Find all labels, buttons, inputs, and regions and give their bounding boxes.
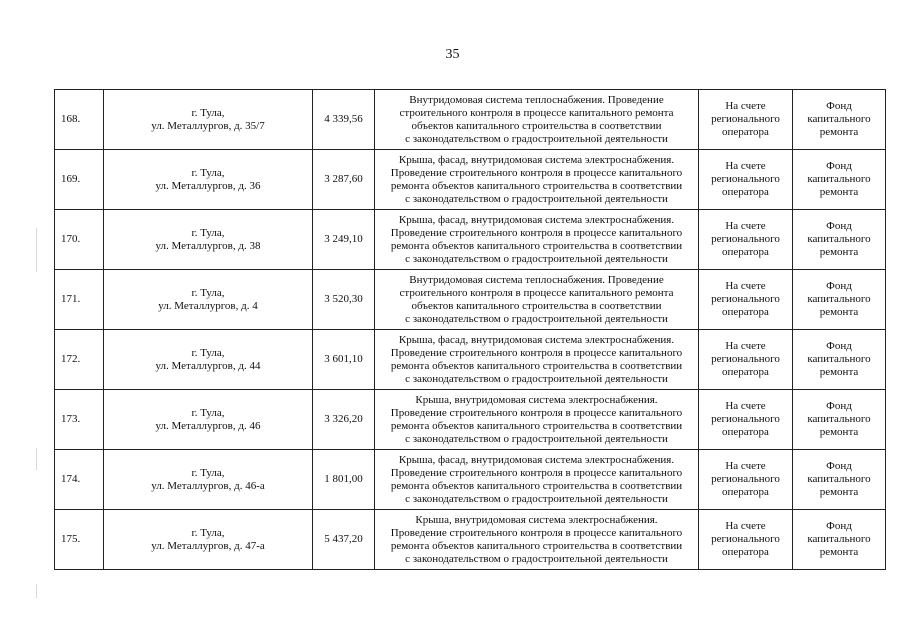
table-row	[55, 330, 886, 390]
table-row	[55, 270, 886, 330]
account-line: На счете	[725, 220, 766, 232]
address-cell	[104, 390, 313, 450]
address-cell	[104, 150, 313, 210]
row-number-cell	[55, 330, 104, 390]
address-city: г. Тула,	[191, 166, 225, 179]
row-number: 173.	[61, 413, 81, 425]
fund-line: капитального	[807, 173, 871, 185]
fund-line: капитального	[807, 533, 871, 545]
fund-line: капитального	[807, 113, 871, 125]
account-cell	[699, 510, 793, 570]
account-line: На счете	[725, 100, 766, 112]
row-number-cell	[55, 450, 104, 510]
account-cell	[699, 450, 793, 510]
works-line: с законодательством о градостроительной деятельности	[405, 312, 668, 325]
account-line: оператора	[722, 126, 769, 138]
works-line: Внутридомовая система теплоснабжения. Проведение	[409, 93, 664, 106]
works-line: Проведение строительного контроля в процессе капитального	[390, 226, 683, 239]
works-cell	[375, 210, 699, 270]
account-cell	[699, 390, 793, 450]
works-line: ремонта объектов капитального строительства в соответствии	[390, 539, 683, 552]
works-line: Проведение строительного контроля в процессе капитального	[390, 406, 683, 419]
fund-line: ремонта	[819, 246, 859, 258]
area-cell	[313, 330, 375, 390]
works-line: с законодательством о градостроительной деятельности	[405, 432, 668, 445]
table-row	[55, 210, 886, 270]
works-line: Крыша, внутридомовая система электроснабжения.	[415, 393, 658, 406]
fund-line: капитального	[807, 413, 871, 425]
row-number-cell	[55, 390, 104, 450]
account-line: регионального	[711, 533, 780, 545]
fund-line: Фонд	[826, 220, 852, 232]
fund-line: Фонд	[826, 160, 852, 172]
row-number-cell	[55, 510, 104, 570]
works-line: ремонта объектов капитального строительства в соответствии	[390, 419, 683, 432]
works-line: Проведение строительного контроля в процессе капитального	[390, 346, 683, 359]
fund-line: Фонд	[826, 400, 852, 412]
account-line: оператора	[722, 426, 769, 438]
address-cell	[104, 330, 313, 390]
works-cell	[375, 330, 699, 390]
works-cell	[375, 450, 699, 510]
works-line: Внутридомовая система теплоснабжения. Проведение	[409, 273, 664, 286]
account-line: На счете	[725, 160, 766, 172]
address-street: ул. Металлургов, д. 36	[155, 179, 261, 192]
table-row	[55, 390, 886, 450]
address-city: г. Тула,	[191, 526, 225, 539]
fund-cell	[793, 390, 886, 450]
address-city: г. Тула,	[191, 106, 225, 119]
account-line: регионального	[711, 173, 780, 185]
works-cell	[375, 270, 699, 330]
works-line: строительного контроля в процессе капитального ремонта	[399, 286, 674, 299]
address-street: ул. Металлургов, д. 46-а	[151, 479, 265, 492]
address-street: ул. Металлургов, д. 47-а	[151, 539, 265, 552]
area-value: 3 249,10	[324, 233, 363, 245]
row-number: 168.	[61, 113, 81, 125]
works-cell	[375, 390, 699, 450]
works-line: с законодательством о градостроительной деятельности	[405, 192, 668, 205]
scan-edge-mark	[36, 448, 37, 470]
area-cell	[313, 90, 375, 150]
address-cell	[104, 510, 313, 570]
row-number-cell	[55, 210, 104, 270]
address-street: ул. Металлургов, д. 44	[155, 359, 261, 372]
address-city: г. Тула,	[191, 406, 225, 419]
works-cell	[375, 90, 699, 150]
table-body	[55, 90, 886, 570]
area-cell	[313, 150, 375, 210]
address-city: г. Тула,	[191, 346, 225, 359]
area-cell	[313, 510, 375, 570]
works-line: ремонта объектов капитального строительства в соответствии	[390, 479, 683, 492]
works-line: с законодательством о градостроительной деятельности	[405, 492, 668, 505]
works-line: с законодательством о градостроительной деятельности	[405, 552, 668, 565]
address-city: г. Тула,	[191, 226, 225, 239]
area-value: 5 437,20	[324, 533, 363, 545]
fund-cell	[793, 450, 886, 510]
works-line: с законодательством о градостроительной деятельности	[405, 252, 668, 265]
table-row	[55, 510, 886, 570]
works-line: Крыша, фасад, внутридомовая система электроснабжения.	[398, 153, 675, 166]
area-cell	[313, 270, 375, 330]
account-cell	[699, 270, 793, 330]
account-line: регионального	[711, 353, 780, 365]
fund-line: Фонд	[826, 280, 852, 292]
fund-line: Фонд	[826, 100, 852, 112]
account-line: регионального	[711, 293, 780, 305]
row-number: 174.	[61, 473, 81, 485]
works-line: объектов капитального строительства в соответствии	[411, 119, 662, 132]
area-cell	[313, 450, 375, 510]
works-cell	[375, 150, 699, 210]
account-line: оператора	[722, 306, 769, 318]
row-number: 171.	[61, 293, 81, 305]
address-cell	[104, 450, 313, 510]
account-line: оператора	[722, 246, 769, 258]
works-cell	[375, 510, 699, 570]
works-line: с законодательством о градостроительной деятельности	[405, 132, 668, 145]
fund-line: ремонта	[819, 186, 859, 198]
row-number-cell	[55, 150, 104, 210]
works-line: Проведение строительного контроля в процессе капитального	[390, 466, 683, 479]
works-line: Проведение строительного контроля в процессе капитального	[390, 526, 683, 539]
works-line: строительного контроля в процессе капитального ремонта	[399, 106, 674, 119]
account-line: регионального	[711, 233, 780, 245]
fund-line: Фонд	[826, 520, 852, 532]
address-cell	[104, 210, 313, 270]
area-value: 3 520,30	[324, 293, 363, 305]
scan-edge-mark	[36, 584, 37, 598]
area-value: 4 339,56	[324, 113, 363, 125]
account-line: оператора	[722, 366, 769, 378]
account-cell	[699, 210, 793, 270]
account-line: оператора	[722, 546, 769, 558]
table-row	[55, 90, 886, 150]
area-value: 3 326,20	[324, 413, 363, 425]
fund-line: ремонта	[819, 126, 859, 138]
fund-cell	[793, 90, 886, 150]
area-value: 3 287,60	[324, 173, 363, 185]
works-line: Проведение строительного контроля в процессе капитального	[390, 166, 683, 179]
account-cell	[699, 150, 793, 210]
row-number: 170.	[61, 233, 81, 245]
account-line: регионального	[711, 413, 780, 425]
fund-line: ремонта	[819, 486, 859, 498]
works-line: ремонта объектов капитального строительства в соответствии	[390, 179, 683, 192]
area-cell	[313, 390, 375, 450]
works-line: ремонта объектов капитального строительства в соответствии	[390, 239, 683, 252]
address-street: ул. Металлургов, д. 4	[158, 299, 258, 312]
address-street: ул. Металлургов, д. 46	[155, 419, 261, 432]
account-line: регионального	[711, 113, 780, 125]
works-line: с законодательством о градостроительной деятельности	[405, 372, 668, 385]
account-line: оператора	[722, 186, 769, 198]
area-value: 3 601,10	[324, 353, 363, 365]
area-value: 1 801,00	[324, 473, 363, 485]
works-line: Крыша, фасад, внутридомовая система электроснабжения.	[398, 213, 675, 226]
account-line: На счете	[725, 400, 766, 412]
table-row	[55, 150, 886, 210]
fund-cell	[793, 210, 886, 270]
address-street: ул. Металлургов, д. 38	[155, 239, 261, 252]
table-row	[55, 450, 886, 510]
row-number: 175.	[61, 533, 81, 545]
address-street: ул. Металлургов, д. 35/7	[151, 119, 265, 132]
works-line: объектов капитального строительства в соответствии	[411, 299, 662, 312]
works-line: Крыша, фасад, внутридомовая система электроснабжения.	[398, 453, 675, 466]
account-cell	[699, 330, 793, 390]
address-cell	[104, 90, 313, 150]
account-line: На счете	[725, 460, 766, 472]
page-number: 35	[445, 47, 460, 62]
fund-cell	[793, 330, 886, 390]
account-line: На счете	[725, 280, 766, 292]
address-city: г. Тула,	[191, 466, 225, 479]
row-number-cell	[55, 90, 104, 150]
address-cell	[104, 270, 313, 330]
works-line: ремонта объектов капитального строительства в соответствии	[390, 359, 683, 372]
fund-cell	[793, 270, 886, 330]
works-table	[54, 89, 886, 570]
account-line: регионального	[711, 473, 780, 485]
address-city: г. Тула,	[191, 286, 225, 299]
account-line: На счете	[725, 520, 766, 532]
fund-line: ремонта	[819, 426, 859, 438]
fund-line: капитального	[807, 353, 871, 365]
row-number: 169.	[61, 173, 81, 185]
account-cell	[699, 90, 793, 150]
fund-line: Фонд	[826, 460, 852, 472]
fund-line: капитального	[807, 293, 871, 305]
fund-line: капитального	[807, 473, 871, 485]
fund-cell	[793, 150, 886, 210]
fund-line: ремонта	[819, 306, 859, 318]
row-number-cell	[55, 270, 104, 330]
fund-line: ремонта	[819, 546, 859, 558]
fund-line: ремонта	[819, 366, 859, 378]
fund-line: капитального	[807, 233, 871, 245]
area-cell	[313, 210, 375, 270]
fund-cell	[793, 510, 886, 570]
row-number: 172.	[61, 353, 81, 365]
works-line: Крыша, внутридомовая система электроснабжения.	[415, 513, 658, 526]
account-line: оператора	[722, 486, 769, 498]
fund-line: Фонд	[826, 340, 852, 352]
works-line: Крыша, фасад, внутридомовая система электроснабжения.	[398, 333, 675, 346]
scan-edge-mark	[36, 228, 37, 272]
account-line: На счете	[725, 340, 766, 352]
